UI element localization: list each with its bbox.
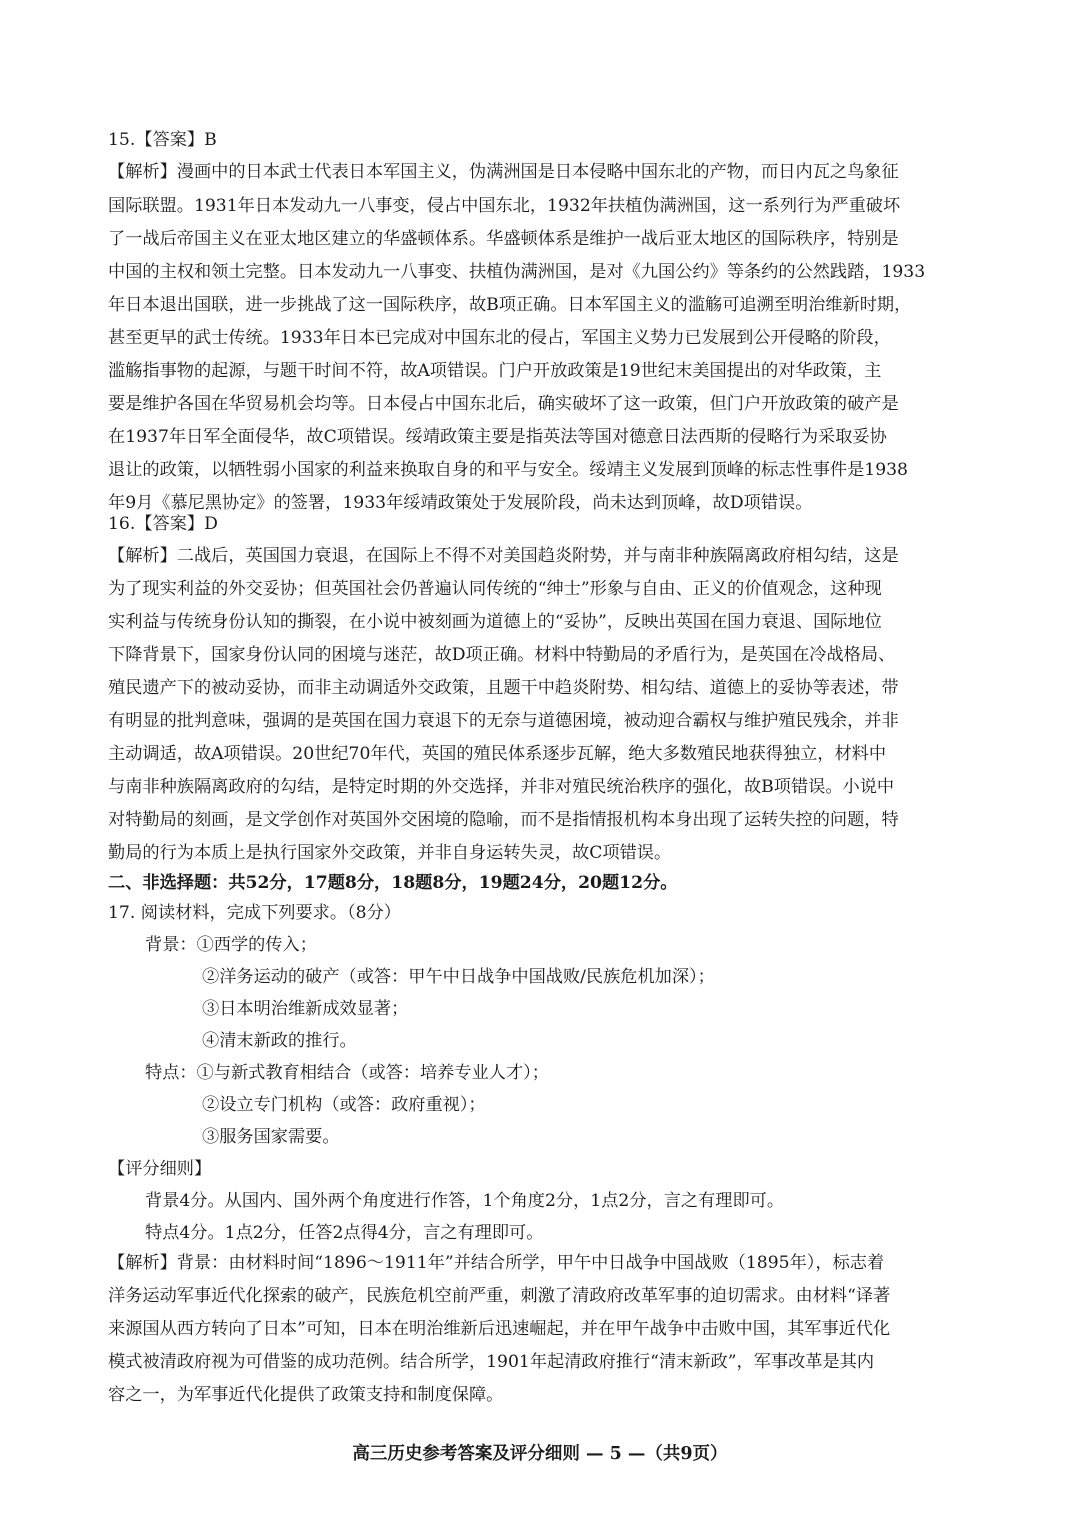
page-footer: 高三历史参考答案及评分细则 — 5 —（共9页） [352, 1444, 728, 1464]
q16-analysis-line: 对特勤局的刻画，是文学创作对英国外交困境的隐喻，而不是指情报机构本身出现了运转失控的问题，特 [108, 810, 899, 830]
q15-analysis-line: 年日本退出国联，进一步挑战了这一国际秩序，故B项正确。日本军国主义的滥觞可追溯至明治维新时期， [108, 295, 912, 315]
q15-analysis-line: 在1937年日军全面侵华，故C项错误。绥靖政策主要是指英法等国对德意日法西斯的侵略行为采取妥协 [108, 427, 887, 447]
q16-answer: 16.【答案】D [108, 514, 218, 534]
q17-analysis-line: 【解析】背景：由材料时间“1896～1911年”并结合所学，甲午中日战争中国战败（1895年），标志着 [108, 1253, 885, 1273]
q15-answer: 15.【答案】B [108, 130, 217, 150]
q17-background-item: 背景：①西学的传入； [145, 935, 317, 955]
section-two-heading: 二、非选择题：共52分，17题8分，18题8分，19题24分，20题12分。 [108, 873, 678, 893]
q17-analysis-line: 模式被清政府视为可借鉴的成功范例。结合所学，1901年起清政府推行“清末新政”，军事改革是其内 [108, 1352, 875, 1372]
q17-background-item: ④清末新政的推行。 [202, 1031, 357, 1051]
q17-analysis-line: 洋务运动军事近代化探索的破产，民族危机空前严重，刺激了清政府改革军事的迫切需求。由材料“译著 [108, 1286, 891, 1306]
q16-analysis-line: 实利益与传统身份认知的撕裂，在小说中被刻画为道德上的“妥协”，反映出英国在国力衰退、国际地位 [108, 612, 882, 632]
q15-analysis-line: 了一战后帝国主义在亚太地区建立的华盛顿体系。华盛顿体系是维护一战后亚太地区的国际秩序，特别是 [108, 229, 899, 249]
q15-analysis-line: 国际联盟。1931年日本发动九一八事变，侵占中国东北，1932年扶植伪满洲国，这一系列行为严重破坏 [108, 196, 901, 216]
q16-analysis-line: 【解析】二战后，英国国力衰退，在国际上不得不对美国趋炎附势，并与南非种族隔离政府相勾结，这是 [108, 546, 899, 566]
q16-analysis-line: 主动调适，故A项错误。20世纪70年代，英国的殖民体系逐步瓦解，绝大多数殖民地获得独立，材料中 [108, 744, 887, 764]
q15-analysis-line: 甚至更早的武士传统。1933年日本已完成对中国东北的侵占，军国主义势力已发展到公开侵略的阶段， [108, 328, 891, 348]
q17-analysis-line: 容之一，为军事近代化提供了政策支持和制度保障。 [108, 1385, 504, 1405]
q15-analysis-line: 要是维护各国在华贸易机会均等。日本侵占中国东北后，确实破坏了这一政策，但门户开放政策的破产是 [108, 394, 899, 414]
q16-analysis-line: 勤局的行为本质上是执行国家外交政策，并非自身运转失灵，故C项错误。 [108, 843, 672, 863]
q17-background-item: ③日本明治维新成效显著； [202, 999, 409, 1019]
q17-feature-item: ③服务国家需要。 [202, 1127, 340, 1147]
q17-feature-item: 特点：①与新式教育相结合（或答：培养专业人才）； [145, 1063, 549, 1083]
q15-analysis-line: 中国的主权和领土完整。日本发动九一八事变、扶植伪满洲国，是对《九国公约》等条约的公然践踏，1933 [108, 262, 926, 282]
q15-analysis-line: 【解析】漫画中的日本武士代表日本军国主义，伪满洲国是日本侵略中国东北的产物，而日内瓦之鸟象征 [108, 162, 899, 182]
scoring-rule-feature: 特点4分。1点2分，任答2点得4分，言之有理即可。 [145, 1223, 544, 1243]
q16-analysis-line: 与南非种族隔离政府的勾结，是特定时期的外交选择，并非对殖民统治秩序的强化，故B项错误。小说中 [108, 777, 895, 797]
q17-analysis-line: 来源国从西方转向了日本”可知，日本在明治维新后迅速崛起，并在甲午战争中击败中国，其军事近代化 [108, 1319, 891, 1339]
q15-analysis-line: 退让的政策，以牺牲弱小国家的利益来换取自身的和平与安全。绥靖主义发展到顶峰的标志性事件是1938 [108, 460, 908, 480]
q16-analysis-line: 有明显的批判意味，强调的是英国在国力衰退下的无奈与道德困境，被动迎合霸权与维护殖民残余，并非 [108, 711, 899, 731]
q17-prompt: 17. 阅读材料，完成下列要求。（8分） [108, 903, 401, 923]
q15-analysis-line: 滥觞指事物的起源，与题干时间不符，故A项错误。门户开放政策是19世纪末美国提出的对华政策，主 [108, 361, 882, 381]
scoring-rule-background: 背景4分。从国内、国外两个角度进行作答，1个角度2分，1点2分，言之有理即可。 [145, 1191, 785, 1211]
q16-analysis-line: 殖民遗产下的被动妥协，而非主动调适外交政策，且题干中趋炎附势、相勾结、道德上的妥协等表述，带 [108, 678, 899, 698]
q16-analysis-line: 为了现实利益的外交妥协；但英国社会仍普遍认同传统的“绅士”形象与自由、正义的价值观念，这种现 [108, 579, 882, 599]
q16-analysis-line: 下降背景下，国家身份认同的困境与迷茫，故D项正确。材料中特勤局的矛盾行为，是英国在冷战格局、 [108, 645, 896, 665]
q17-background-item: ②洋务运动的破产（或答：甲午中日战争中国战败/民族危机加深）； [202, 967, 715, 987]
q15-analysis-line: 年9月《慕尼黑协定》的签署，1933年绥靖政策处于发展阶段，尚未达到顶峰，故D项错误。 [108, 493, 813, 513]
q17-feature-item: ②设立专门机构（或答：政府重视）； [202, 1095, 486, 1115]
scoring-rules-heading: 【评分细则】 [108, 1159, 212, 1179]
